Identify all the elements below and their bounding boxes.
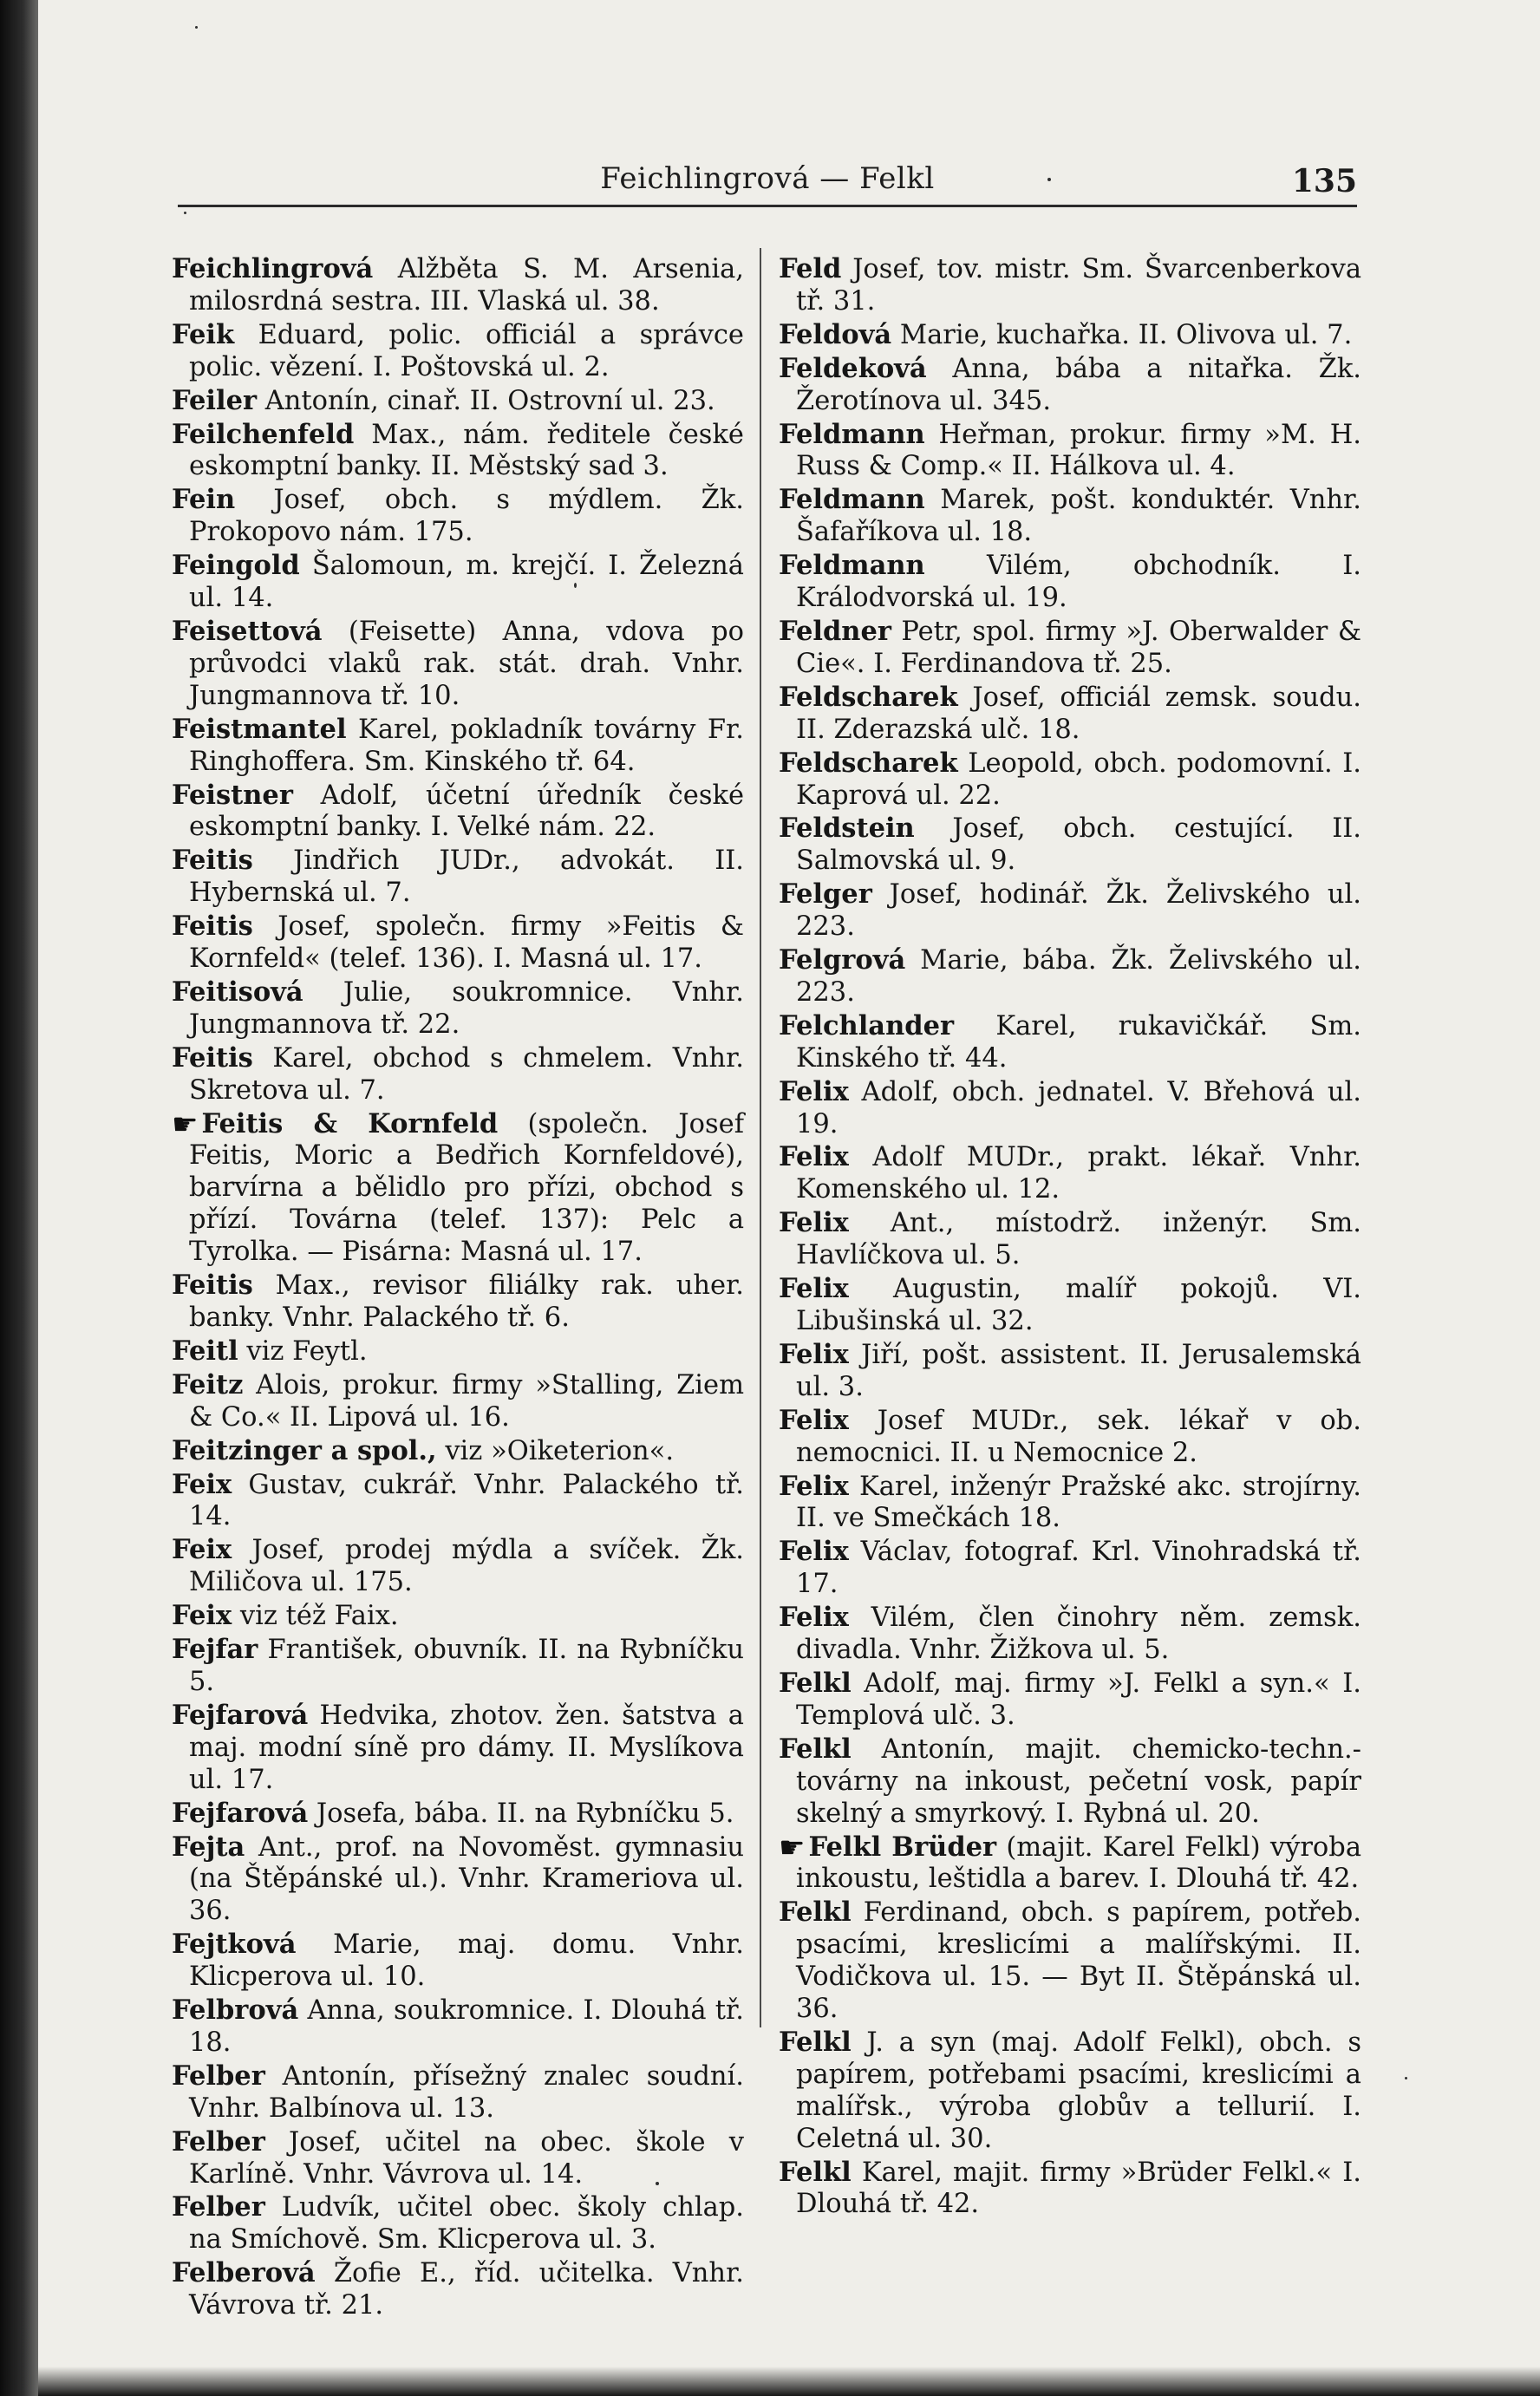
directory-entry — [172, 2191, 744, 2256]
entry-details: Josef, obch. s mýdlem. Žk. Prokopovo nám. 175. — [189, 485, 744, 548]
entry-name: Felchlander — [779, 1009, 955, 1041]
directory-entry — [172, 911, 744, 976]
entry-details: Adolf, účetní úředník české eskomptní banky. I. Velké nám. 22. — [189, 780, 744, 843]
entry-name: Feitzinger a spol., — [172, 1434, 437, 1466]
directory-entry — [172, 253, 744, 318]
directory-entry — [172, 1634, 744, 1699]
directory-entry — [172, 1798, 744, 1831]
entry-name: Feld — [779, 253, 842, 284]
entry-details: viz Feytl. — [238, 1335, 368, 1367]
entry-name: Feisettová — [172, 615, 323, 647]
directory-entry — [172, 1600, 744, 1633]
directory-entry — [779, 1076, 1361, 1141]
entry-details: Václav, fotograf. Krl. Vinohradská tř. 17. — [796, 1537, 1361, 1600]
directory-entry — [779, 2157, 1361, 2222]
directory-entry — [172, 1994, 744, 2060]
entry-details: Josef, officiál zemsk. soudu. II. Zderazská ulč. 18. — [796, 682, 1361, 745]
entry-details: Ant., místodrž. inženýr. Sm. Havlíčkova ul. 5. — [796, 1208, 1361, 1271]
directory-entry — [172, 1108, 744, 1270]
entry-name: Feitis — [172, 845, 253, 877]
entry-name: Felix — [779, 1536, 849, 1568]
entry-name: Felkl — [779, 1667, 852, 1699]
directory-entry — [779, 1141, 1361, 1206]
entry-details: Adolf, maj. firmy »J. Felkl a syn.« I. Templová ulč. 3. — [796, 1668, 1361, 1731]
entry-name: Fejfarová — [172, 1699, 309, 1731]
directory-entry — [779, 944, 1361, 1009]
entry-details: (Feisette) Anna, vdova po průvodci vlaků rak. stát. drah. Vnhr. Jungmannova tř. 10. — [189, 616, 744, 711]
entry-name: Felber — [172, 2060, 265, 2092]
entry-name: Feistner — [172, 779, 293, 811]
entry-name: Felger — [779, 878, 872, 911]
entry-name: Feiler — [172, 384, 258, 416]
paper-speck — [184, 212, 186, 214]
directory-entry — [172, 319, 744, 384]
entry-details: Adolf, obch. jednatel. V. Břehová ul. 19. — [796, 1076, 1361, 1139]
entry-details: Vilém, obchodník. I. Králodvorská ul. 19. — [796, 551, 1361, 614]
directory-entry — [779, 748, 1361, 813]
entry-name: Feix — [172, 1600, 232, 1632]
directory-entry — [172, 845, 744, 910]
entry-name: Feichlingrová — [172, 253, 374, 284]
entry-details: Karel, majit. firmy »Brüder Felkl.« I. Dlouhá tř. 42. — [796, 2157, 1361, 2220]
entry-name: Fejfarová — [172, 1797, 309, 1829]
entry-name: Feix — [172, 1534, 232, 1566]
entry-name: Felix — [779, 1273, 849, 1305]
page-number: 135 — [1291, 163, 1357, 199]
entry-details: Karel, inženýr Pražské akc. strojírny. II. ve Smečkách 18. — [796, 1471, 1361, 1534]
directory-entry — [779, 550, 1361, 615]
entry-details: Julie, soukromnice. Vnhr. Jungmannova tř. 22. — [189, 976, 744, 1040]
directory-entry — [779, 1273, 1361, 1338]
entry-details: Eduard, polic. officiál a správce polic. vězení. I. Poštovská ul. 2. — [189, 319, 744, 382]
directory-entry — [779, 353, 1361, 418]
directory-entry — [172, 780, 744, 845]
entry-details: Karel, obchod s chmelem. Vnhr. Skretova ul. 7. — [189, 1042, 744, 1106]
entry-details: Leopold, obch. podomovní. I. Kaprová ul. 22. — [796, 748, 1361, 811]
right-column — [779, 253, 1361, 2222]
directory-entry — [779, 1010, 1361, 1075]
entry-details: viz »Oiketerion«. — [436, 1435, 675, 1466]
entry-details: Šalomoun, m. krejčí. I. Železná ul. 14. — [189, 551, 744, 614]
directory-entry — [779, 1897, 1361, 2026]
directory-entry — [172, 1042, 744, 1107]
entry-name: Feldner — [779, 615, 891, 647]
directory-entry — [172, 616, 744, 713]
entry-details: Anna, bába a nitařka. Žk. Žerotínova ul. 345. — [796, 353, 1361, 416]
entry-name: Felkl — [779, 1897, 852, 1929]
entry-details: Heřman, prokur. firmy »M. H. Russ & Comp.« II. Hálkova ul. 4. — [796, 419, 1361, 482]
entry-details: Josef, společn. firmy »Feitis & Kornfeld« (telef. 136). I. Masná ul. 17. — [189, 911, 744, 975]
entry-details: (majit. Karel Felkl) výroba inkoustu, leštidla a barev. I. Dlouhá tř. 42. — [796, 1831, 1362, 1895]
entry-name: Felkl — [779, 2156, 852, 2188]
entry-name: Felix — [779, 1404, 849, 1436]
directory-entry — [172, 976, 744, 1041]
entry-details: Alois, prokur. firmy »Stalling, Ziem & Co.« II. Lipová ul. 16. — [189, 1369, 744, 1433]
entry-name: Felkl Brüder — [808, 1831, 997, 1863]
directory-entry — [779, 1602, 1361, 1667]
entry-details: Žofie E., říd. učitelka. Vnhr. Vávrova tř. 21. — [189, 2258, 744, 2321]
entry-name: Felbrová — [172, 1994, 299, 2027]
entry-details: Josef MUDr., sek. lékař v ob. nemocnici. II. u Nemocnice 2. — [796, 1405, 1361, 1468]
directory-entry — [779, 253, 1361, 318]
entry-details: Marie, maj. domu. Vnhr. Klicperova ul. 10. — [189, 1929, 744, 1993]
entry-name: Feldeková — [779, 352, 927, 384]
entry-details: Adolf MUDr., prakt. lékař. Vnhr. Komenského ul. 12. — [796, 1142, 1361, 1205]
directory-entry — [779, 682, 1361, 747]
directory-entry — [172, 1335, 744, 1368]
entry-details: Augustin, malíř pokojů. VI. Libušinská ul. 32. — [796, 1274, 1361, 1336]
entry-details: František, obuvník. II. na Rybníčku 5. — [189, 1635, 744, 1697]
entry-name: Feitisová — [172, 976, 303, 1008]
paper-speck — [195, 26, 198, 29]
directory-entry — [779, 1207, 1361, 1272]
entry-name: Feldová — [779, 318, 892, 350]
entry-name: Felix — [779, 1470, 849, 1502]
entry-details: Jindřich JUDr., advokát. II. Hybernská ul. 7. — [189, 845, 744, 909]
entry-name: Felkl — [779, 1733, 852, 1765]
directory-entry — [779, 419, 1361, 484]
entry-details: Karel, pokladník továrny Fr. Ringhoffera. Sm. Kinského tř. 64. — [189, 714, 744, 777]
entry-name: Fejta — [172, 1831, 245, 1863]
directory-entry — [172, 1369, 744, 1434]
directory-entry — [172, 385, 744, 418]
entry-name: Feilchenfeld — [172, 418, 355, 450]
directory-entry — [172, 1469, 744, 1534]
directory-entry — [779, 319, 1361, 352]
directory-entry — [172, 484, 744, 549]
header-rule — [178, 205, 1357, 207]
entry-details: Alžběta S. M. Arsenia, milosrdná sestra. III. Vlaská ul. 38. — [189, 254, 744, 317]
running-header — [178, 161, 1357, 199]
entry-name: Felberová — [172, 2257, 316, 2289]
directory-entry — [779, 1668, 1361, 1733]
directory-entry — [779, 1405, 1361, 1470]
directory-entry — [172, 2060, 744, 2125]
running-title: Feichlingrová — Felkl — [600, 161, 935, 196]
directory-entry — [779, 878, 1361, 943]
entry-details: Ferdinand, obch. s papírem, potřeb. psacími, kreslicími a malířskými. II. Vodičkova ul. 15. — Byt II. Štěpánská ul. 36. — [796, 1897, 1361, 2025]
pointing-hand-icon: ☛ — [172, 1107, 199, 1142]
left-column — [172, 253, 744, 2323]
entry-name: Feldstein — [779, 813, 915, 845]
entry-name: Felix — [779, 1338, 849, 1370]
entry-name: Feingold — [172, 550, 300, 582]
entry-details: Josef, učitel na obec. škole v Karlíně. Vnhr. Vávrova ul. 14. — [189, 2126, 744, 2190]
directory-entry — [779, 616, 1361, 681]
entry-details: Josefa, bába. II. na Rybníčku 5. — [308, 1798, 734, 1829]
entry-name: Felix — [779, 1075, 849, 1107]
entry-name: Feitis & Kornfeld — [201, 1107, 499, 1139]
entry-details: Petr, spol. firmy »J. Oberwalder & Cie«. I. Ferdinandova tř. 25. — [796, 616, 1361, 679]
entry-name: Felkl — [779, 2026, 852, 2058]
entry-name: Feldmann — [779, 550, 925, 582]
directory-entry — [779, 1831, 1361, 1897]
entry-details: Antonín, přísežný znalec soudní. Vnhr. Balbínova ul. 13. — [189, 2060, 744, 2124]
directory-entry — [779, 2027, 1361, 2156]
entry-name: Fein — [172, 484, 236, 516]
bottom-edge-shadow — [38, 2367, 1540, 2396]
directory-entry — [172, 2257, 744, 2322]
entry-name: Feitz — [172, 1368, 244, 1400]
entry-details: Jiří, pošt. assistent. II. Jerusalemská ul. 3. — [796, 1339, 1361, 1402]
directory-entry — [779, 1536, 1361, 1601]
entry-details: viz též Faix. — [232, 1601, 399, 1632]
entry-name: Fejfar — [172, 1634, 258, 1666]
entry-details: Marek, pošt. konduktér. Vnhr. Šafaříkova ul. 18. — [796, 485, 1361, 548]
entry-details: (společn. Josef Feitis, Moric a Bedřich Kornfeldové), barvírna a bělidlo pro přízi, obchod s přízí. Továrna (telef. 137): Pelc a Tyrolka. — Pisárna: Masná ul. 17. — [189, 1108, 744, 1268]
pointing-hand-icon: ☛ — [779, 1830, 806, 1865]
entry-name: Felber — [172, 2125, 265, 2158]
entry-details: Josef, prodej mýdla a svíček. Žk. Miličova ul. 175. — [189, 1535, 744, 1598]
entry-details: Karel, rukavičkář. Sm. Kinského tř. 44. — [796, 1010, 1361, 1074]
directory-entry — [779, 813, 1361, 878]
entry-name: Feitis — [172, 911, 253, 943]
entry-details: Anna, soukromnice. I. Dlouhá tř. 18. — [189, 1995, 744, 2058]
directory-entry — [172, 714, 744, 779]
entry-name: Feldmann — [779, 484, 925, 516]
directory-entry — [172, 1831, 744, 1929]
directory-entry — [172, 1700, 744, 1797]
book-gutter-shadow — [0, 0, 38, 2396]
directory-entry — [172, 419, 744, 484]
entry-details: Josef, hodinář. Žk. Želivského ul. 223. — [796, 879, 1361, 943]
entry-name: Fejtková — [172, 1929, 297, 1961]
entry-details: Vilém, člen činohry něm. zemsk. divadla. Vnhr. Žižkova ul. 5. — [796, 1603, 1361, 1666]
entry-name: Feix — [172, 1468, 232, 1500]
directory-entry — [172, 1435, 744, 1468]
entry-details: Marie, bába. Žk. Želivského ul. 223. — [796, 945, 1361, 1008]
entry-name: Feldmann — [779, 418, 925, 450]
entry-details: Max., revisor filiálky rak. uher. banky. Vnhr. Palackého tř. 6. — [189, 1270, 744, 1333]
entry-name: Feik — [172, 318, 235, 350]
entry-name: Feitis — [172, 1041, 253, 1074]
directory-entry — [172, 1534, 744, 1599]
directory-entry — [779, 1471, 1361, 1536]
entry-name: Felgrová — [779, 944, 906, 976]
entry-details: Antonín, cinař. II. Ostrovní ul. 23. — [257, 385, 715, 416]
column-divider — [760, 248, 761, 2027]
entry-details: Josef, tov. mistr. Sm. Švarcenberkova tř. 31. — [796, 254, 1361, 317]
entry-name: Felix — [779, 1207, 849, 1239]
entry-details: J. a syn (maj. Adolf Felkl), obch. s papírem, potřebami psacími, kreslicími a malířsk., výroba globův a tellurií. I. Celetná ul. 30. — [796, 2027, 1361, 2154]
entry-name: Feitis — [172, 1270, 253, 1302]
directory-entry — [172, 2126, 744, 2191]
directory-entry — [172, 550, 744, 615]
directory-entry — [779, 484, 1361, 549]
directory-entry — [779, 1733, 1361, 1831]
directory-entry — [172, 1929, 744, 1994]
entry-details: Ant., prof. na Novoměst. gymnasiu (na Štěpánské ul.). Vnhr. Krameriova ul. 36. — [189, 1831, 744, 1927]
entry-details: Antonín, majit. chemicko-techn.-továrny na inkoust, pečetní vosk, papír skelný a smyrkový. I. Rybná ul. 20. — [796, 1733, 1361, 1829]
entry-details: Josef, obch. cestující. II. Salmovská ul. 9. — [796, 813, 1361, 877]
paper-speck — [1405, 2077, 1407, 2079]
entry-name: Feldscharek — [779, 681, 958, 713]
entry-name: Felix — [779, 1141, 849, 1173]
entry-name: Feistmantel — [172, 713, 347, 745]
directory-entry — [779, 1339, 1361, 1404]
entry-details: Ludvík, učitel obec. školy chlap. na Smíchově. Sm. Klicperova ul. 3. — [189, 2192, 744, 2256]
entry-details: Hedvika, zhotov. žen. šatstva a maj. modní síně pro dámy. II. Myslíkova ul. 17. — [189, 1700, 744, 1795]
entry-name: Feitl — [172, 1335, 238, 1367]
entry-name: Felber — [172, 2191, 265, 2223]
entry-name: Felix — [779, 1602, 849, 1634]
directory-entry — [172, 1270, 744, 1335]
entry-name: Feldscharek — [779, 747, 958, 779]
entry-details: Gustav, cukrář. Vnhr. Palackého tř. 14. — [189, 1469, 744, 1532]
entry-details: Max., nám. ředitele české eskomptní banky. II. Městský sad 3. — [189, 419, 744, 482]
entry-details: Marie, kuchařka. II. Olivova ul. 7. — [891, 319, 1353, 350]
